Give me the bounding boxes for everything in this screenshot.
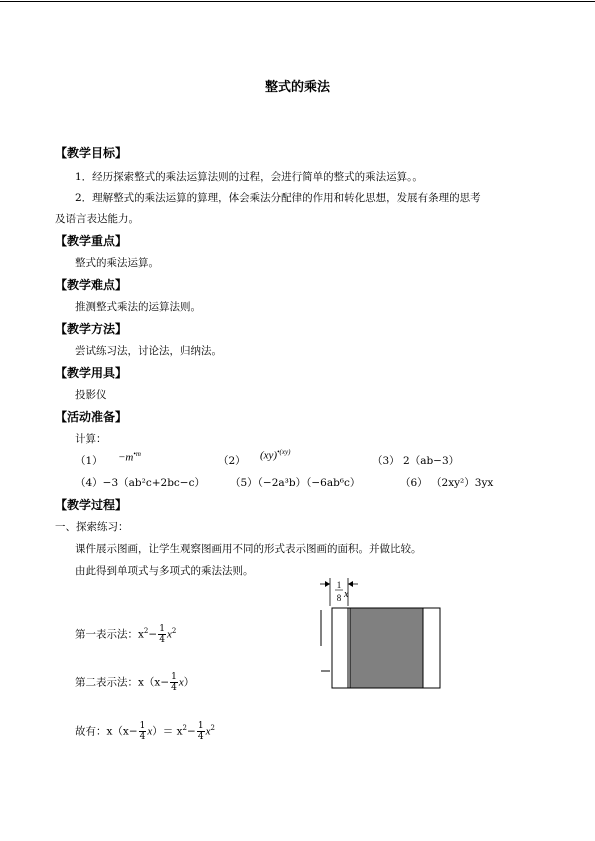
process-p2: 由此得到单项式与多项式的乘法法则。 (75, 565, 254, 577)
method-heading: 【教学方法】 (55, 322, 128, 336)
calc-item-1-label: （1） (75, 455, 103, 467)
shaded-rect (350, 608, 423, 688)
goals-heading: 【教学目标】 (55, 146, 128, 160)
process-sub1: 一、探索练习： (55, 521, 129, 533)
goals-item-1: 1．经历探索整式的乘法运算法则的过程，会进行简单的整式的乘法运算。。 (75, 171, 423, 183)
calc-label: 计算： (75, 433, 107, 445)
method1-expr: 第一表示法：$x^2-$ $\frac{1}{4}$ $x^2$ (75, 624, 177, 645)
key-text: 整式的乘法运算。 (75, 257, 159, 269)
calc-item-3: （3） 2（ab−3） (372, 455, 460, 467)
calc-item-1-expr: $-m^{•m}$ (118, 450, 141, 464)
key-heading: 【教学重点】 (55, 234, 128, 248)
method2-expr: 第二表示法：x（x− $\frac{1}{4}$ x） (75, 672, 195, 693)
difficulty-text: 推测整式乘法的运算法则。 (75, 301, 201, 313)
area-figure (312, 576, 452, 692)
fraction-quarter: $\frac{1}{4}$ (171, 672, 177, 693)
goals-item-2-line2: 及语言表达能力。 (55, 213, 139, 225)
calc-item-4: （4）−3（ab²c+2bc−c） (75, 477, 205, 489)
calc-item-5: （5）（−2a³b）（−6ab⁶c） (230, 477, 361, 489)
goals-item-2-line1: 2．理解整式的乘法运算的算理，体会乘法分配律的作用和转化思想，发展有条理的思考 (75, 192, 481, 204)
arrow-right-head (348, 581, 353, 587)
process-p1: 课件展示图画，让学生观察图画用不同的形式表示图画的面积。并做比较。 (75, 543, 422, 555)
calc-item-6: （6） （2xy²）3yx (400, 477, 494, 489)
fraction-quarter: $\frac{1}{4}$ (159, 624, 165, 645)
fraction-quarter: $\frac{1}{4}$ (139, 721, 146, 742)
result-expr: 故有：x（x− $\frac{1}{4}$ $x)= x^2-$ $\frac{1}{4}$ $x^2$ (75, 721, 215, 742)
page-title: 整式的乘法 (264, 80, 330, 95)
process-heading: 【教学过程】 (55, 498, 128, 512)
arrow-left-head (325, 581, 330, 587)
dim-frac-num: 1 (336, 580, 342, 590)
calc-item-2-expr: (xy)$^{•(xy)}$ (260, 448, 291, 462)
tools-text: 投影仪 (75, 389, 107, 401)
fraction-quarter: $\frac{1}{4}$ (197, 721, 204, 742)
tools-heading: 【教学用具】 (55, 366, 128, 380)
method-text: 尝试练习法，讨论法，归纳法。 (75, 345, 222, 357)
calc-item-2-label: （2） (218, 455, 246, 467)
difficulty-heading: 【教学难点】 (55, 278, 128, 292)
dim-frac-den: 8 (336, 593, 342, 603)
dim-var-x: x (344, 589, 349, 600)
top-rule (0, 1, 595, 2)
prep-heading: 【活动准备】 (55, 410, 128, 424)
